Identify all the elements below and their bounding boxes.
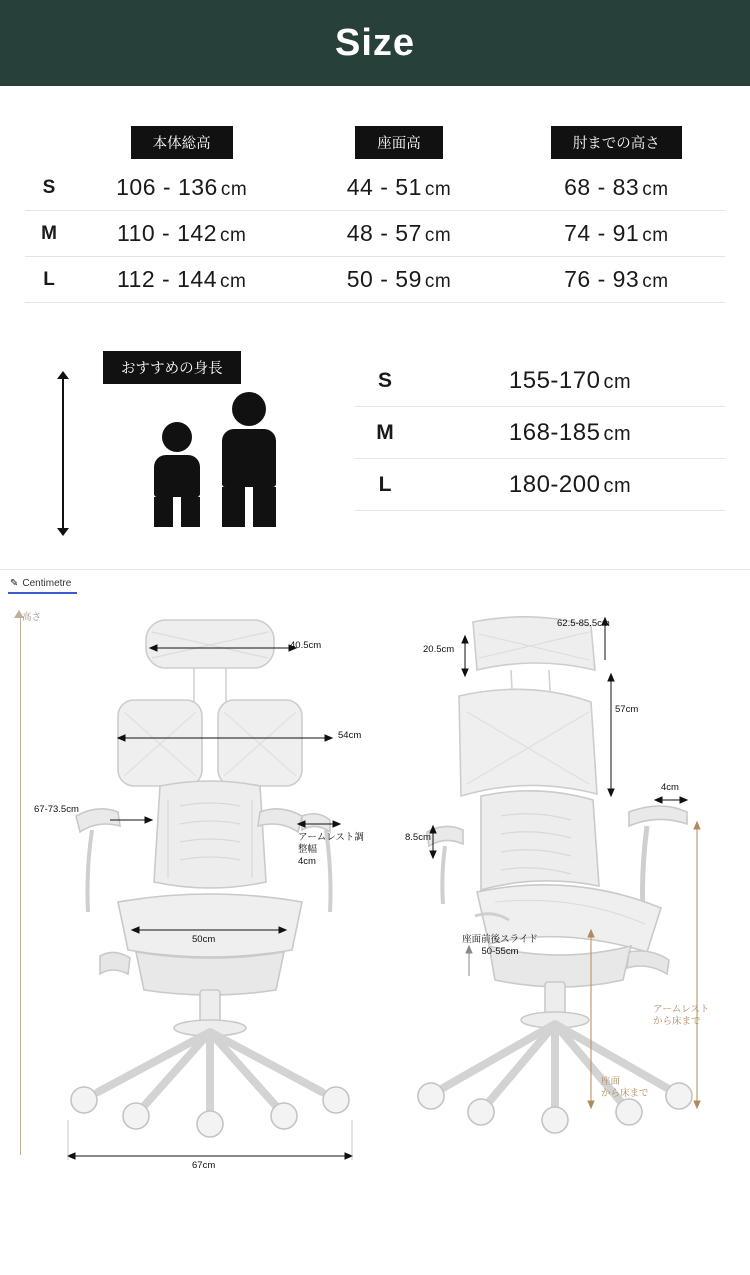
row-size-label: L [43, 268, 55, 290]
unit: cm [219, 225, 247, 246]
size-table-col-1 [290, 126, 507, 159]
cell-seat-height [290, 220, 507, 247]
cell-armrest-height [508, 266, 725, 293]
unit: cm [220, 179, 248, 200]
rec-value [415, 419, 725, 447]
value: 110 - 142 [117, 220, 217, 246]
front-backrest-width-label: 54cm [338, 730, 362, 741]
side-headrest-depth-label: 20.5cm [423, 644, 455, 655]
value: 50 - 59 [346, 266, 422, 292]
unit: cm [219, 271, 247, 292]
person-icons [55, 402, 355, 527]
diagram-height-axis [14, 610, 28, 1155]
page-title: Size [334, 21, 416, 64]
cell-seat-height [290, 174, 507, 201]
list-item [355, 407, 725, 459]
column-label-total-height: 本体総高 [131, 126, 233, 159]
side-seat-slide-label: 座面前後スライド 50-55cm [462, 934, 538, 957]
value: 168-185 [508, 418, 601, 446]
dimension-diagram-section [0, 569, 750, 1209]
value: 48 - 57 [346, 220, 422, 246]
side-seat-to-floor-label: 座面 から床まで [601, 1076, 649, 1099]
row-size-label: M [41, 222, 57, 244]
column-label-seat-height: 座面高 [355, 126, 443, 159]
unit: cm [424, 225, 452, 246]
rec-size-label: S [377, 368, 392, 392]
recommended-height-section [25, 351, 725, 527]
front-headrest-width-label: 40.5cm [290, 640, 322, 651]
side-headrest-range-label: 62.5-85.5cm [557, 618, 610, 629]
front-seat-width-label: 50cm [192, 934, 216, 945]
recommended-figure [25, 351, 355, 527]
table-row [25, 165, 725, 211]
table-row [25, 257, 725, 303]
rec-value [415, 471, 725, 499]
size-table-header [25, 126, 725, 159]
cell-armrest-height [508, 220, 725, 247]
unit: cm [642, 271, 669, 292]
chair-front-view [34, 600, 380, 1180]
list-item [355, 355, 725, 407]
rec-value [415, 367, 725, 395]
value: 155-170 [508, 366, 601, 394]
value: 180-200 [508, 470, 601, 498]
table-row [25, 211, 725, 257]
row-size-label: S [42, 176, 56, 198]
value: 68 - 83 [564, 174, 640, 200]
front-armrest-adjust-label: アームレスト調整幅 4cm [298, 832, 364, 867]
cell-seat-height [290, 266, 507, 293]
rec-size-label: L [378, 472, 392, 496]
height-axis-icon [57, 371, 69, 536]
recommended-table [355, 355, 725, 511]
cell-total-height [73, 220, 290, 247]
side-armrest-slide-label: 4cm [661, 782, 679, 793]
front-armrest-height-label: 67-73.5cm [34, 804, 79, 815]
side-armrest-depth-label: 8.5cm [405, 832, 431, 843]
value: 76 - 93 [564, 266, 640, 292]
cell-armrest-height [508, 174, 725, 201]
unit: cm [603, 474, 632, 497]
chair-side-view [405, 600, 735, 1180]
side-armrest-to-floor-label: アームレスト から床まで [653, 1004, 710, 1027]
value: 106 - 136 [116, 174, 218, 200]
unit: cm [603, 370, 632, 393]
unit-tag-label: Centimetre [22, 578, 72, 589]
recommended-badge: おすすめの身長 [103, 351, 241, 384]
value: 74 - 91 [564, 220, 640, 246]
unit: cm [424, 271, 452, 292]
size-table-col-0 [73, 126, 290, 159]
size-table-col-2 [508, 126, 725, 159]
chair-front-illustration [40, 600, 380, 1180]
unit: cm [642, 225, 669, 246]
chair-side-illustration [415, 600, 735, 1180]
person-small-icon [154, 422, 200, 527]
value: 112 - 144 [117, 266, 217, 292]
value: 44 - 51 [346, 174, 422, 200]
pen-icon: ✎ [10, 578, 19, 589]
front-height-label: 高さ [22, 612, 42, 623]
rec-size-label: M [376, 420, 394, 444]
unit: cm [642, 179, 669, 200]
unit: cm [603, 422, 632, 445]
person-large-icon [222, 392, 276, 527]
cell-total-height [73, 174, 290, 201]
cell-total-height [73, 266, 290, 293]
page-header [0, 0, 750, 86]
side-backrest-height-label: 57cm [615, 704, 639, 715]
unit: cm [424, 179, 452, 200]
unit-tag [8, 578, 77, 594]
size-table [25, 126, 725, 303]
list-item [355, 459, 725, 511]
column-label-armrest-height: 肘までの高さ [551, 126, 682, 159]
front-base-width-label: 67cm [192, 1160, 216, 1171]
